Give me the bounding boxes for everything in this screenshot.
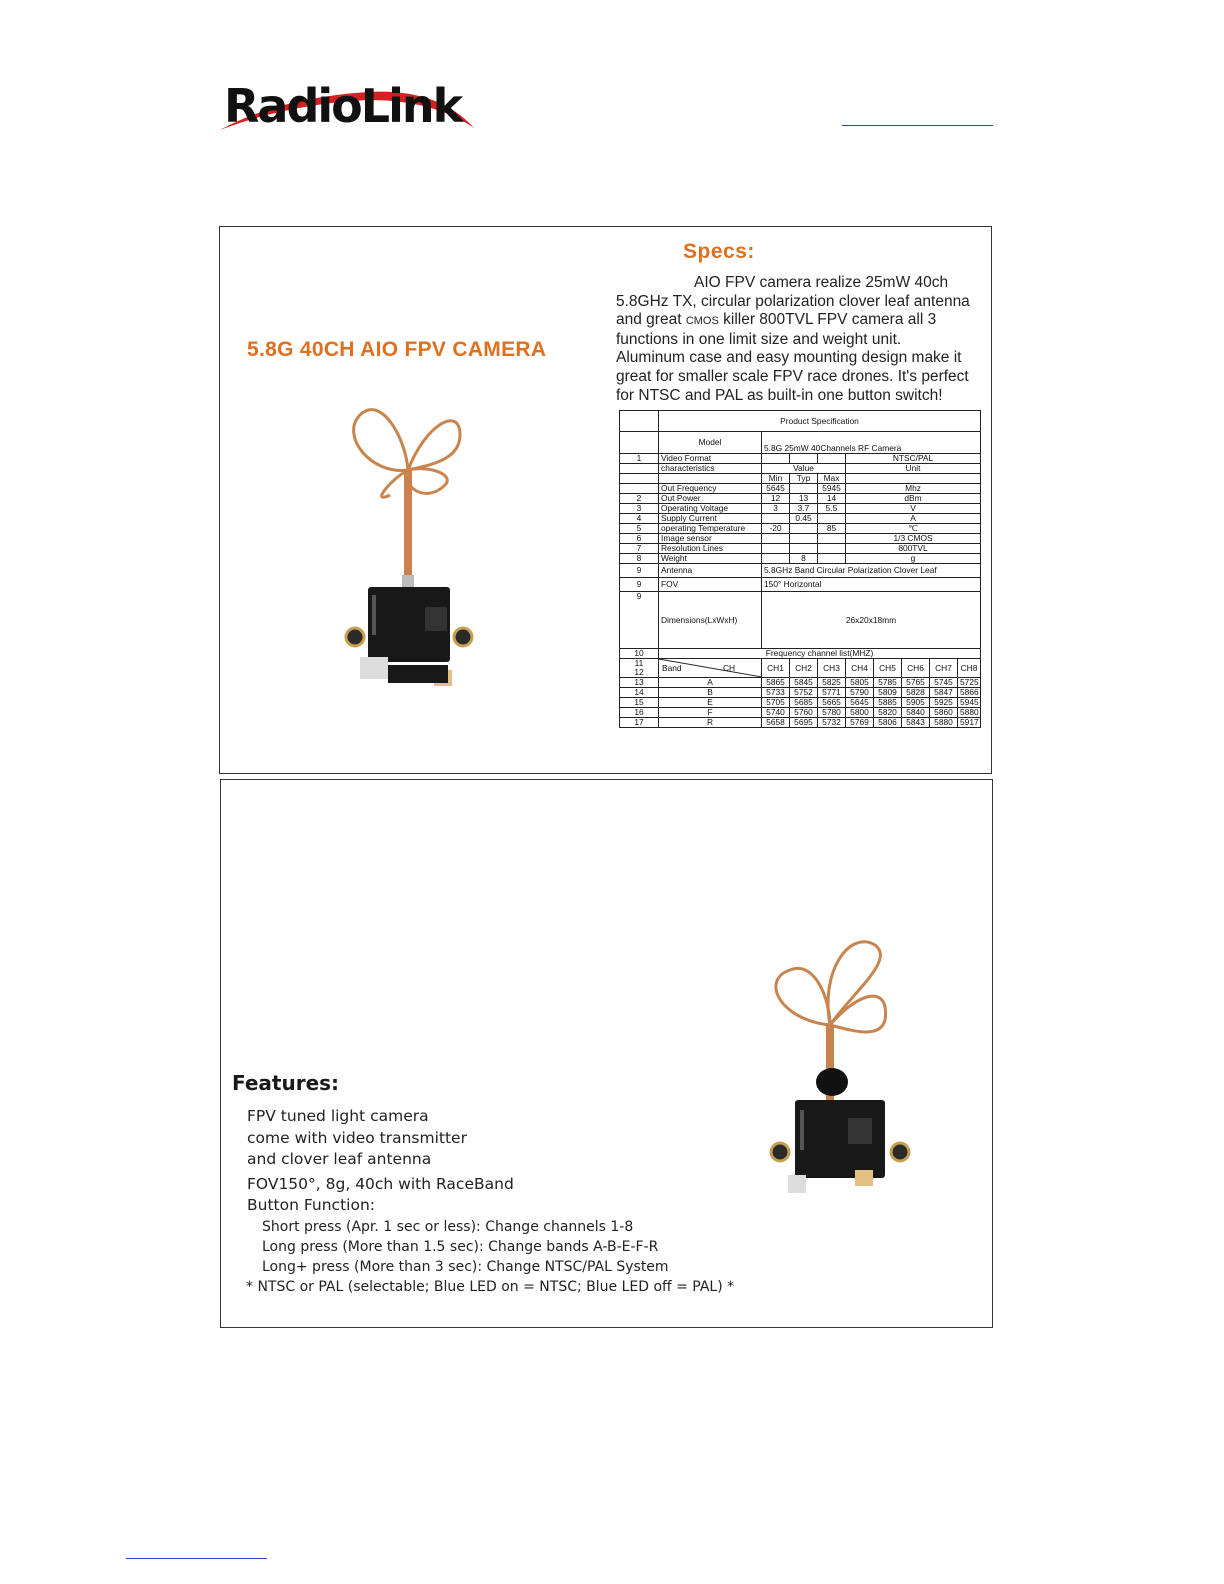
row-name: Antenna <box>659 564 762 578</box>
table-cell: 3 <box>762 504 790 514</box>
row-value: 5.8GHz Band Circular Polarization Clover Leaf <box>762 564 981 578</box>
table-cell: Image sensor <box>659 534 762 544</box>
table-cell <box>620 411 659 432</box>
table-cell: Out Frequency <box>659 484 762 494</box>
freq-header: Frequency channel list(MHZ) <box>659 649 981 659</box>
table-cell: Mhz <box>846 484 981 494</box>
table-cell: 14 <box>818 494 846 504</box>
table-cell: 5885 <box>874 698 902 708</box>
table-cell <box>620 432 659 454</box>
spec-table-container <box>619 410 980 728</box>
table-cell <box>818 554 846 564</box>
table-cell: B <box>659 688 762 698</box>
ch-label: CH <box>723 663 736 673</box>
button-function-line: Long press (More than 1.5 sec): Change bands A-B-E-F-R <box>262 1238 659 1255</box>
table-cell: -20 <box>762 524 790 534</box>
cmos-text: CMOS <box>685 315 719 328</box>
band-ch-header <box>659 659 762 678</box>
table-row <box>620 659 981 678</box>
header-link-underline <box>842 125 993 126</box>
table-row <box>620 432 981 454</box>
table-cell: 5752 <box>790 688 818 698</box>
band-row <box>620 708 981 718</box>
product-image-side <box>760 930 920 1220</box>
channel-header: CH5 <box>874 659 902 678</box>
table-row <box>620 544 981 554</box>
features-list <box>247 1106 734 1297</box>
table-cell: 5645 <box>762 484 790 494</box>
table-cell: 5.5 <box>818 504 846 514</box>
channel-header: CH3 <box>818 659 846 678</box>
table-cell: 5860 <box>930 708 958 718</box>
specs-line <box>616 311 996 331</box>
table-cell: F <box>659 708 762 718</box>
table-cell: dBm <box>846 494 981 504</box>
table-cell: characteristics <box>659 464 762 474</box>
table-cell: Unit <box>846 464 981 474</box>
table-header: Product Specification <box>659 411 981 432</box>
specs-line: for NTSC and PAL as built-in one button switch! <box>616 386 943 404</box>
table-cell <box>790 524 818 534</box>
table-cell <box>762 454 790 464</box>
table-cell <box>790 484 818 494</box>
channel-header: CH1 <box>762 659 790 678</box>
table-cell <box>818 534 846 544</box>
table-cell: 5925 <box>930 698 958 708</box>
camera-antenna-icon <box>330 395 480 695</box>
table-cell <box>762 544 790 554</box>
feature-line: and clover leaf antenna <box>247 1150 432 1168</box>
band-row <box>620 688 981 698</box>
row-number-b: 12 <box>634 667 644 677</box>
table-cell <box>846 474 981 484</box>
table-cell: Weight <box>659 554 762 564</box>
radiolink-logo <box>218 78 478 138</box>
table-row <box>620 494 981 504</box>
table-cell: 5785 <box>874 678 902 688</box>
table-cell: 5780 <box>818 708 846 718</box>
table-cell: 5828 <box>902 688 930 698</box>
table-cell: 15 <box>620 698 659 708</box>
table-row <box>620 534 981 544</box>
row-number: 9 <box>620 592 659 649</box>
table-cell: 13 <box>620 678 659 688</box>
row-name: Dimensions(LxWxH) <box>659 592 762 649</box>
table-cell: 5800 <box>846 708 874 718</box>
band-row <box>620 718 981 728</box>
table-cell: Supply Current <box>659 514 762 524</box>
table-cell: 16 <box>620 708 659 718</box>
table-cell: E <box>659 698 762 708</box>
band-row <box>620 698 981 708</box>
row-number <box>620 659 659 678</box>
feature-line: Button Function: <box>247 1196 375 1214</box>
channel-header: CH7 <box>930 659 958 678</box>
table-cell: 3 <box>620 504 659 514</box>
table-cell: V <box>846 504 981 514</box>
feature-line: come with video transmitter <box>247 1128 467 1147</box>
table-cell: 5820 <box>874 708 902 718</box>
band-label: Band <box>662 663 682 673</box>
band-row <box>620 678 981 688</box>
table-cell: 5658 <box>762 718 790 728</box>
button-function-line: Long+ press (More than 3 sec): Change NTSC/PAL System <box>262 1258 669 1275</box>
table-cell: ℃ <box>846 524 981 534</box>
table-cell: 1/3 CMOS <box>846 534 981 544</box>
table-cell: 5809 <box>874 688 902 698</box>
button-function-line: Short press (Apr. 1 sec or less): Change channels 1-8 <box>262 1218 634 1235</box>
specs-line: Aluminum case and easy mounting design make it <box>616 349 962 367</box>
table-cell <box>818 544 846 554</box>
table-cell <box>790 454 818 464</box>
table-cell: 5866 <box>958 688 981 698</box>
table-cell: 5847 <box>930 688 958 698</box>
table-cell: 5945 <box>958 698 981 708</box>
table-cell: 7 <box>620 544 659 554</box>
table-row <box>620 474 981 484</box>
table-cell: 5665 <box>818 698 846 708</box>
table-cell: 800TVL <box>846 544 981 554</box>
logo-text: RadioLink <box>224 79 462 133</box>
specs-line: functions in one limit size and weight unit. <box>616 330 902 348</box>
channel-header: CH2 <box>790 659 818 678</box>
table-cell <box>620 464 659 474</box>
table-cell: 5905 <box>902 698 930 708</box>
table-cell: Resolution Lines <box>659 544 762 554</box>
table-cell: g <box>846 554 981 564</box>
row-name: FOV <box>659 578 762 592</box>
specs-line: great for smaller scale FPV race drones. It's perfect <box>616 367 969 385</box>
table-row <box>620 504 981 514</box>
product-image-front <box>330 395 480 695</box>
specs-line: AIO FPV camera realize 25mW 40ch <box>694 274 949 291</box>
table-cell <box>818 454 846 464</box>
table-cell: 12 <box>762 494 790 504</box>
table-cell: 5740 <box>762 708 790 718</box>
table-cell: 5917 <box>958 718 981 728</box>
table-row <box>620 484 981 494</box>
table-cell: operating Temperature <box>659 524 762 534</box>
row-value: 26x20x18mm <box>762 592 981 649</box>
table-cell: 8 <box>620 554 659 564</box>
table-cell: 17 <box>620 718 659 728</box>
table-cell <box>790 534 818 544</box>
table-cell: R <box>659 718 762 728</box>
table-cell: 5945 <box>818 484 846 494</box>
model-label: Model <box>659 432 762 454</box>
table-cell: 14 <box>620 688 659 698</box>
table-row <box>620 524 981 534</box>
table-cell: 5771 <box>818 688 846 698</box>
table-cell: 0.45 <box>790 514 818 524</box>
table-cell: 5769 <box>846 718 874 728</box>
table-cell: 5840 <box>902 708 930 718</box>
camera-antenna-icon <box>760 930 920 1220</box>
table-cell <box>762 534 790 544</box>
table-cell: 5880 <box>958 708 981 718</box>
table-cell: 85 <box>818 524 846 534</box>
table-row <box>620 554 981 564</box>
specs-line-part: and great <box>616 311 686 329</box>
spec-table <box>619 410 981 728</box>
table-cell: Operating Voltage <box>659 504 762 514</box>
table-cell: Max <box>818 474 846 484</box>
table-row <box>620 592 981 649</box>
channel-header: CH8 <box>958 659 981 678</box>
specs-line-part: killer 800TVL FPV camera all 3 <box>718 311 937 329</box>
table-cell: 5765 <box>902 678 930 688</box>
table-row <box>620 578 981 592</box>
table-cell: 5865 <box>762 678 790 688</box>
table-cell: 5790 <box>846 688 874 698</box>
table-cell: 5760 <box>790 708 818 718</box>
table-cell: 5685 <box>790 698 818 708</box>
table-cell: NTSC/PAL <box>846 454 981 464</box>
table-cell <box>818 514 846 524</box>
table-cell <box>790 544 818 554</box>
table-cell: 3.7 <box>790 504 818 514</box>
row-number-a: 11 <box>634 658 644 668</box>
footer-link-underline <box>126 1558 267 1559</box>
table-cell: Typ <box>790 474 818 484</box>
table-cell: 5705 <box>762 698 790 708</box>
specs-title: Specs: <box>683 240 755 263</box>
table-cell: 5732 <box>818 718 846 728</box>
table-cell: 5825 <box>818 678 846 688</box>
table-cell: A <box>659 678 762 688</box>
table-row <box>620 454 981 464</box>
model-value: 5.8G 25mW 40Channels RF Camera <box>762 432 981 454</box>
table-cell: 8 <box>790 554 818 564</box>
table-cell <box>762 554 790 564</box>
table-row <box>620 649 981 659</box>
table-cell: 5845 <box>790 678 818 688</box>
product-title: 5.8G 40CH AIO FPV CAMERA <box>247 338 547 361</box>
ntsc-pal-note: * NTSC or PAL (selectable; Blue LED on = NTSC; Blue LED off = PAL) * <box>246 1278 735 1295</box>
table-row <box>620 411 981 432</box>
table-row <box>620 514 981 524</box>
table-cell <box>659 474 762 484</box>
table-cell: Out Power <box>659 494 762 504</box>
table-row <box>620 564 981 578</box>
features-title: Features: <box>232 1071 340 1095</box>
specs-line: 5.8GHz TX, circular polarization clover leaf antenna <box>616 292 970 310</box>
table-cell: 5805 <box>846 678 874 688</box>
table-cell: 5695 <box>790 718 818 728</box>
channel-header: CH4 <box>846 659 874 678</box>
table-cell: 5806 <box>874 718 902 728</box>
table-cell: 5 <box>620 524 659 534</box>
row-number: 9 <box>620 578 659 592</box>
table-cell: 5645 <box>846 698 874 708</box>
table-cell <box>620 484 659 494</box>
table-cell: Min <box>762 474 790 484</box>
feature-line: FOV150°, 8g, 40ch with RaceBand <box>247 1174 514 1193</box>
specs-description <box>616 274 996 405</box>
table-cell: 1 <box>620 454 659 464</box>
row-value: 150° Horizontal <box>762 578 981 592</box>
table-cell: 5843 <box>902 718 930 728</box>
table-cell: Value <box>762 464 846 474</box>
row-number: 10 <box>620 649 659 659</box>
table-cell: 6 <box>620 534 659 544</box>
table-row <box>620 464 981 474</box>
feature-line: FPV tuned light camera <box>247 1107 429 1125</box>
table-cell: A <box>846 514 981 524</box>
table-cell: 5725 <box>958 678 981 688</box>
table-cell: 5733 <box>762 688 790 698</box>
table-cell: 5745 <box>930 678 958 688</box>
table-cell: 5880 <box>930 718 958 728</box>
table-cell <box>620 474 659 484</box>
row-number: 9 <box>620 564 659 578</box>
table-cell: 2 <box>620 494 659 504</box>
channel-header: CH6 <box>902 659 930 678</box>
table-cell: 4 <box>620 514 659 524</box>
table-cell <box>762 514 790 524</box>
table-cell: Video Format <box>659 454 762 464</box>
table-cell: 13 <box>790 494 818 504</box>
